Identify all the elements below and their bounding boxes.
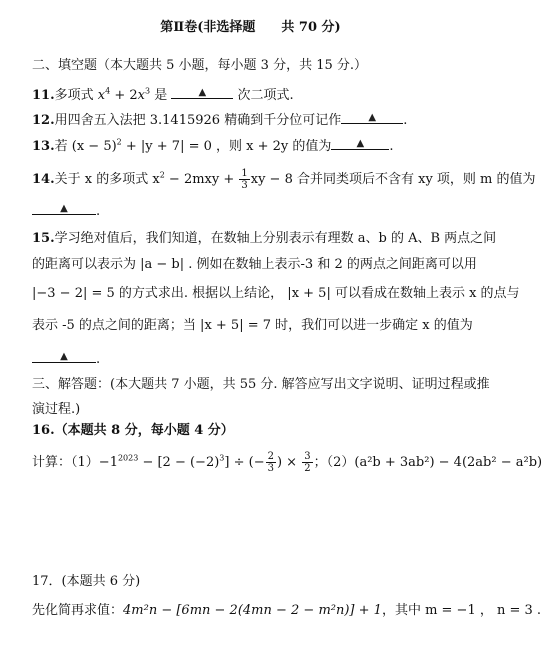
question-text: 多项式 — [54, 88, 98, 103]
answer-blank[interactable] — [341, 111, 403, 124]
question-number: 11. — [32, 88, 55, 103]
part-1-label: （1） — [71, 455, 99, 470]
fraction: $\frac{2}{3}$ — [267, 451, 274, 474]
condition: ，其中 m = −1 ， n = 3 . — [381, 603, 542, 618]
part-2-label: （2） — [326, 455, 355, 470]
question-text: 用四舍五入法把 3.1415926 精确到千分位可记作 — [54, 113, 342, 128]
triangle-icon: ▲ — [368, 112, 377, 123]
question-17-title: 17．(本题共 6 分) — [32, 574, 141, 589]
question-15-answer: ▲ . — [32, 350, 100, 368]
triangle-icon: ▲ — [60, 203, 68, 214]
triangle-icon: ▲ — [198, 87, 207, 98]
question-number: 13. — [32, 139, 55, 154]
triangle-icon: ▲ — [356, 138, 365, 149]
question-number: 15. — [32, 231, 55, 246]
triangle-icon: ▲ — [60, 351, 68, 362]
question-text: 若 (x − 5) — [54, 139, 117, 154]
section-solve-heading-cont: 演过程.) — [32, 402, 81, 417]
answer-blank[interactable] — [331, 137, 389, 150]
question-number: 14. — [32, 172, 55, 187]
answer-blank[interactable] — [32, 350, 96, 363]
simplify-label: 先化简再求值： — [32, 603, 124, 618]
section-fill-in-heading: 二、填空题（本大题共 5 小题，每小题 3 分，共 15 分.） — [32, 58, 368, 73]
fraction: $\frac{1}{3}$ — [241, 168, 248, 191]
question-15-line-1: 15.学习绝对值后，我们知道，在数轴上分别表示有理数 a、b 的 A、B 两点之间 — [32, 231, 497, 246]
question-14-answer: ▲ . — [32, 202, 100, 220]
part-header: 第Ⅱ卷(非选择题 共 70 分) — [160, 20, 341, 35]
question-16-body: 计算：$(1)-1^{2023} - [2 - (-2)^3]$ ÷ (− $\frac{2}{3}$ ) × $\frac{3}{2}$ ；（2）(a²b + 3ab²) − 4(2ab² − a²b) — [32, 451, 542, 474]
fraction: $\frac{3}{2}$ — [304, 451, 311, 474]
question-text: 关于 x 的多项式 x — [54, 172, 160, 187]
question-12: 12.用四舍五入法把 3.1415926 精确到千分位可记作 ▲ . — [32, 112, 408, 128]
question-15-line-2: 的距离可以表示为 |a − b| . 例如在数轴上表示-3 和 2 的两点之间距离可以用 — [32, 257, 477, 272]
question-15-line-3: |−3 − 2| = 5 的方式求出. 根据以上结论， |x + 5| 可以看成在数轴上表示 x 的点与 — [32, 286, 520, 301]
section-solve-heading: 三、解答题：(本大题共 7 小题，共 55 分. 解答应写出文字说明、证明过程或推 — [32, 377, 490, 392]
question-number: 12. — [32, 113, 55, 128]
calc-label: 计算： — [32, 455, 72, 470]
answer-blank[interactable] — [171, 86, 233, 99]
answer-blank[interactable] — [32, 202, 96, 215]
expression: 4m²n − [6mn − 2(4mn − 2 − m²n)] + 1 — [123, 603, 382, 618]
question-14: 14.关于 x 的多项式 $x^2 - 2mxy$ + $\frac{1}{3}$ xy − 8 合并同类项后不含有 xy 项，则 m 的值为 — [32, 168, 536, 191]
question-17-body — [32, 603, 541, 619]
question-15-line-4: 表示 -5 的点之间的距离；当 |x + 5| = 7 时，我们可以进一步确定 x 的值为 — [32, 318, 473, 333]
question-13: 13.若 $(x - 5)^2 + |y + 7| = 0$ ，则 x + 2y 的值为 ▲ . — [32, 137, 394, 154]
question-16-title: 16.（本题共 8 分，每小题 4 分） — [32, 423, 234, 438]
question-11: 11.多项式 $x^4 + 2x^3$ 是 ▲ 次二项式. — [32, 86, 294, 103]
